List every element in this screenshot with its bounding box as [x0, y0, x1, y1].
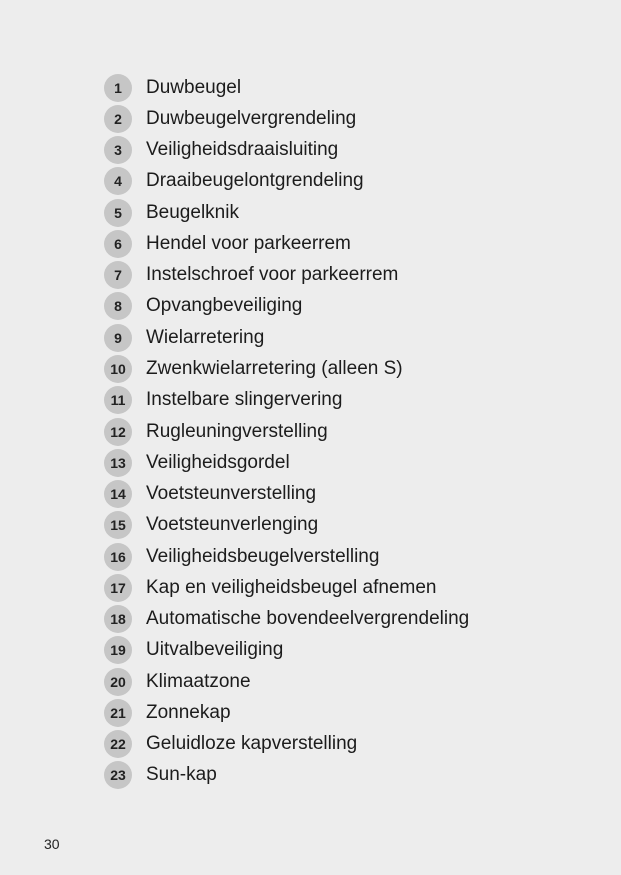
item-number-badge: 5 [104, 199, 132, 227]
item-number-badge: 19 [104, 636, 132, 664]
item-label: Veiligheidsdraaisluiting [146, 139, 339, 161]
list-item [104, 697, 469, 728]
item-label: Draaibeugelontgrendeling [146, 170, 364, 192]
item-label: Veiligheidsbeugelverstelling [146, 545, 380, 567]
page-number: 30 [44, 836, 60, 852]
item-number-badge: 12 [104, 418, 132, 446]
list-item [104, 478, 469, 509]
item-number-badge: 23 [104, 761, 132, 789]
item-label: Instelbare slingervering [146, 389, 343, 411]
item-number-badge: 16 [104, 543, 132, 571]
item-number-badge: 21 [104, 699, 132, 727]
item-label: Kap en veiligheidsbeugel afnemen [146, 576, 437, 598]
item-number-badge: 13 [104, 449, 132, 477]
item-number-badge: 6 [104, 230, 132, 258]
list-item [104, 228, 469, 259]
list-item [104, 572, 469, 603]
list-item [104, 541, 469, 572]
item-number-badge: 18 [104, 605, 132, 633]
item-number-badge: 10 [104, 355, 132, 383]
list-item [104, 385, 469, 416]
item-number-badge: 7 [104, 261, 132, 289]
item-number-badge: 15 [104, 511, 132, 539]
list-item [104, 447, 469, 478]
list-item [104, 135, 469, 166]
item-number-badge: 1 [104, 74, 132, 102]
item-label: Opvangbeveiliging [146, 295, 303, 317]
list-item [104, 166, 469, 197]
list-item [104, 760, 469, 791]
list-item [104, 416, 469, 447]
list-item [104, 322, 469, 353]
item-label: Instelschroef voor parkeerrem [146, 264, 399, 286]
item-label: Rugleuningverstelling [146, 420, 328, 442]
item-label: Duwbeugel [146, 76, 242, 98]
item-label: Geluidloze kapverstelling [146, 733, 358, 755]
list-item [104, 510, 469, 541]
parts-list [104, 72, 469, 791]
item-label: Klimaatzone [146, 670, 251, 692]
list-item [104, 604, 469, 635]
item-label: Hendel voor parkeerrem [146, 232, 351, 254]
item-number-badge: 9 [104, 324, 132, 352]
item-label: Zwenkwielarretering (alleen S) [146, 358, 403, 380]
item-number-badge: 17 [104, 574, 132, 602]
item-label: Beugelknik [146, 201, 239, 223]
item-number-badge: 2 [104, 105, 132, 133]
item-label: Duwbeugelvergrendeling [146, 107, 357, 129]
item-number-badge: 4 [104, 167, 132, 195]
item-number-badge: 11 [104, 386, 132, 414]
item-number-badge: 3 [104, 136, 132, 164]
list-item [104, 72, 469, 103]
item-label: Sun-kap [146, 764, 217, 786]
list-item [104, 260, 469, 291]
list-item [104, 103, 469, 134]
item-label: Automatische bovendeelvergrendeling [146, 608, 470, 630]
item-label: Uitvalbeveiliging [146, 639, 284, 661]
list-item [104, 291, 469, 322]
item-number-badge: 14 [104, 480, 132, 508]
list-item [104, 666, 469, 697]
list-item [104, 729, 469, 760]
item-number-badge: 22 [104, 730, 132, 758]
item-label: Voetsteunverlenging [146, 514, 319, 536]
item-label: Wielarretering [146, 326, 265, 348]
item-label: Voetsteunverstelling [146, 483, 317, 505]
item-label: Veiligheidsgordel [146, 451, 290, 473]
item-label: Zonnekap [146, 701, 231, 723]
item-number-badge: 20 [104, 668, 132, 696]
list-item [104, 197, 469, 228]
item-number-badge: 8 [104, 292, 132, 320]
list-item [104, 635, 469, 666]
list-item [104, 353, 469, 384]
